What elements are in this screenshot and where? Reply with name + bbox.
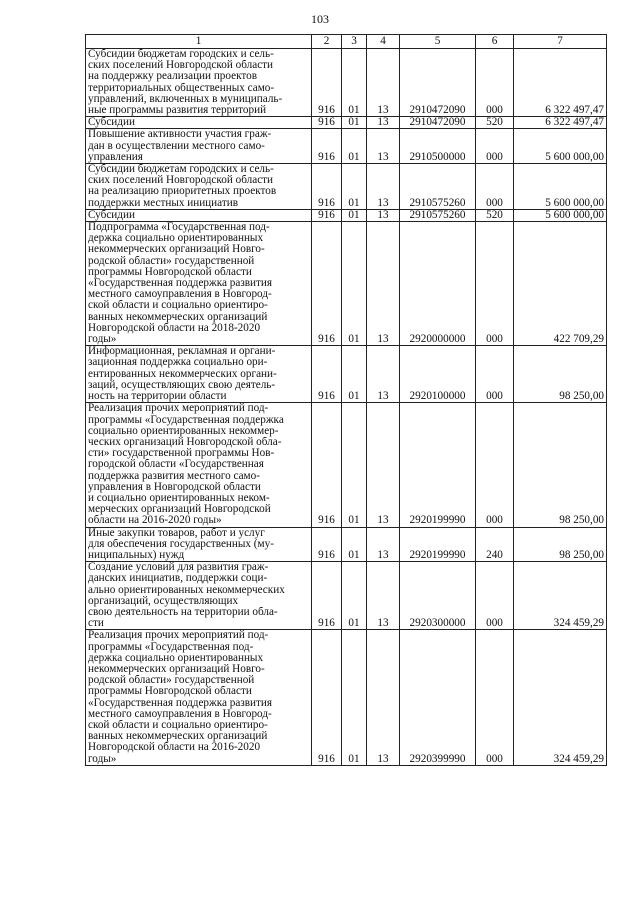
amount-cell: 6 322 497,47 <box>514 49 607 117</box>
expense-type-cell: 000 <box>476 403 514 527</box>
row-name-line: ниципальных) нужд <box>88 549 185 561</box>
row-name-line: некоммерческих организаций Новго- <box>88 663 265 675</box>
subsection-code-cell: 13 <box>367 346 400 403</box>
ministry-code-cell: 916 <box>312 527 342 562</box>
header-col-3: 3 <box>342 35 367 49</box>
target-article-cell: 2910472090 <box>400 117 476 129</box>
ministry-code-cell: 916 <box>312 630 342 765</box>
row-name-line: ные программы развития территорий <box>88 105 267 117</box>
header-col-5: 5 <box>400 35 476 49</box>
ministry-code-cell: 916 <box>312 49 342 117</box>
row-name-line: территориальных общественных само- <box>88 82 275 94</box>
row-name-line: держка социально ориентированных <box>88 233 264 245</box>
row-name-line: зационная поддержка социально ори- <box>88 357 268 369</box>
ministry-code-cell: 916 <box>312 209 342 221</box>
subsection-code-cell: 13 <box>367 403 400 527</box>
row-name-line: Повышение активности участия граж- <box>88 129 272 141</box>
target-article-cell: 2920199990 <box>400 527 476 562</box>
section-code-cell: 01 <box>342 346 367 403</box>
amount-cell: 6 322 497,47 <box>514 117 607 129</box>
subsection-code-cell: 13 <box>367 630 400 765</box>
row-name-line: некоммерческих организаций Новго- <box>88 244 265 256</box>
target-article-cell: 2920399990 <box>400 630 476 765</box>
header-col-6: 6 <box>476 35 514 49</box>
amount-cell: 5 600 000,00 <box>514 209 607 221</box>
section-code-cell: 01 <box>342 527 367 562</box>
expense-type-cell: 000 <box>476 129 514 164</box>
amount-cell: 422 709,29 <box>514 222 607 346</box>
expense-type-cell: 000 <box>476 49 514 117</box>
row-name-line: для обеспечения государственных (му- <box>88 538 274 550</box>
row-name-line: Создание условий для развития граж- <box>88 562 269 574</box>
table-row <box>86 164 607 210</box>
row-name-line: организаций, осуществляющих <box>88 595 239 607</box>
ministry-code-cell: 916 <box>312 403 342 527</box>
row-name-line: ских поселений Новгородской области <box>88 60 274 72</box>
row-name-line: программы «Государственная поддержка <box>88 414 284 426</box>
amount-cell: 324 459,29 <box>514 630 607 765</box>
expense-type-cell: 000 <box>476 630 514 765</box>
amount-cell: 98 250,00 <box>514 346 607 403</box>
row-name-line: Субсидии <box>88 209 135 221</box>
row-name-line: Новгородской области на 2018-2020 <box>88 322 261 334</box>
row-name-line: годы» <box>88 753 117 765</box>
row-name-cell <box>86 562 312 630</box>
row-name-line: Подпрограмма «Государственная под- <box>88 222 270 234</box>
row-name-line: заций, осуществляющих свою деятель- <box>88 379 276 391</box>
ministry-code-cell: 916 <box>312 117 342 129</box>
target-article-cell: 2910575260 <box>400 209 476 221</box>
row-name-cell <box>86 129 312 164</box>
row-name-line: «Государственная поддержка развития <box>88 278 273 290</box>
target-article-cell: 2920300000 <box>400 562 476 630</box>
section-code-cell: 01 <box>342 562 367 630</box>
row-name-line: местного самоуправления в Новгород- <box>88 289 272 301</box>
subsection-code-cell: 13 <box>367 209 400 221</box>
row-name-line: управления в Новгородской области <box>88 481 261 493</box>
amount-cell: 5 600 000,00 <box>514 164 607 210</box>
row-name-line: родской области» государственной <box>88 255 255 267</box>
target-article-cell: 2920100000 <box>400 346 476 403</box>
expense-type-cell: 000 <box>476 346 514 403</box>
table-row <box>86 527 607 562</box>
row-name-line: ческих организаций Новгородской обла- <box>88 436 282 448</box>
row-name-line: ально ориентированных некоммерческих <box>88 584 285 596</box>
page-number: 103 <box>311 12 329 26</box>
row-name-line: свою деятельность на территории обла- <box>88 606 278 618</box>
row-name-line: Субсидии <box>88 117 135 129</box>
amount-cell: 5 600 000,00 <box>514 129 607 164</box>
table-row <box>86 403 607 527</box>
table-row <box>86 129 607 164</box>
row-name-line: данских инициатив, поддержки соци- <box>88 573 268 585</box>
ministry-code-cell: 916 <box>312 129 342 164</box>
subsection-code-cell: 13 <box>367 129 400 164</box>
row-name-cell <box>86 49 312 117</box>
row-name-line: на реализацию приоритетных проектов <box>88 186 277 198</box>
header-col-1: 1 <box>86 35 312 49</box>
section-code-cell: 01 <box>342 630 367 765</box>
row-name-line: ванных некоммерческих организаций <box>88 731 268 743</box>
row-name-line: родской области» государственной <box>88 675 255 687</box>
row-name-line: ской области и социально ориентиро- <box>88 719 268 731</box>
table-row <box>86 49 607 117</box>
row-name-line: Информационная, рекламная и органи- <box>88 346 276 358</box>
ministry-code-cell: 916 <box>312 164 342 210</box>
row-name-line: на поддержку реализации проектов <box>88 71 258 83</box>
row-name-line: Субсидии бюджетам городских и сель- <box>88 49 274 60</box>
section-code-cell: 01 <box>342 403 367 527</box>
section-code-cell: 01 <box>342 209 367 221</box>
section-code-cell: 01 <box>342 117 367 129</box>
row-name-line: управлений, включенных в муниципаль- <box>88 93 283 105</box>
row-name-line: программы «Государственная под- <box>88 641 254 653</box>
budget-table <box>85 34 607 766</box>
expense-type-cell: 520 <box>476 209 514 221</box>
row-name-line: и социально ориентированных неком- <box>88 492 270 504</box>
ministry-code-cell: 916 <box>312 346 342 403</box>
amount-cell: 98 250,00 <box>514 403 607 527</box>
row-name-line: поддержка развития местного само- <box>88 470 260 482</box>
subsection-code-cell: 13 <box>367 222 400 346</box>
header-col-7: 7 <box>514 35 607 49</box>
expense-type-cell: 000 <box>476 164 514 210</box>
row-name-cell <box>86 630 312 765</box>
row-name-line: Реализация прочих мероприятий под- <box>88 630 269 642</box>
table-row <box>86 222 607 346</box>
expense-type-cell: 000 <box>476 222 514 346</box>
target-article-cell: 2910575260 <box>400 164 476 210</box>
target-article-cell: 2910472090 <box>400 49 476 117</box>
table-row <box>86 209 607 221</box>
row-name-line: поддержки местных инициатив <box>88 197 238 209</box>
row-name-line: дан в осуществлении местного само- <box>88 140 265 152</box>
table-body <box>86 49 607 766</box>
expense-type-cell: 000 <box>476 562 514 630</box>
row-name-line: Новгородской области на 2016-2020 <box>88 742 261 754</box>
row-name-line: сти <box>88 618 104 630</box>
row-name-line: социально ориентированных некоммер- <box>88 425 279 437</box>
subsection-code-cell: 13 <box>367 562 400 630</box>
target-article-cell: 2920000000 <box>400 222 476 346</box>
expense-type-cell: 240 <box>476 527 514 562</box>
row-name-line: ванных некоммерческих организаций <box>88 311 268 323</box>
subsection-code-cell: 13 <box>367 117 400 129</box>
target-article-cell: 2920199990 <box>400 403 476 527</box>
target-article-cell: 2910500000 <box>400 129 476 164</box>
row-name-cell <box>86 117 312 129</box>
subsection-code-cell: 13 <box>367 527 400 562</box>
row-name-line: Субсидии бюджетам городских и сель- <box>88 164 274 176</box>
header-col-2: 2 <box>312 35 342 49</box>
amount-cell: 98 250,00 <box>514 527 607 562</box>
section-code-cell: 01 <box>342 49 367 117</box>
table-row <box>86 562 607 630</box>
subsection-code-cell: 13 <box>367 164 400 210</box>
row-name-line: ность на территории области <box>88 391 227 403</box>
row-name-cell <box>86 209 312 221</box>
row-name-line: сти» государственной программы Нов- <box>88 448 275 460</box>
row-name-line: программы Новгородской области <box>88 686 252 698</box>
row-name-line: местного самоуправления в Новгород- <box>88 708 272 720</box>
table-row <box>86 117 607 129</box>
row-name-line: ской области и социально ориентиро- <box>88 300 268 312</box>
row-name-line: годы» <box>88 334 117 346</box>
section-code-cell: 01 <box>342 129 367 164</box>
table-row <box>86 346 607 403</box>
row-name-line: программы Новгородской области <box>88 266 252 278</box>
table-header-row <box>86 35 607 49</box>
row-name-line: управления <box>88 151 143 163</box>
section-code-cell: 01 <box>342 222 367 346</box>
row-name-line: городской области «Государственная <box>88 459 264 471</box>
expense-type-cell: 520 <box>476 117 514 129</box>
row-name-cell <box>86 527 312 562</box>
row-name-cell <box>86 222 312 346</box>
row-name-line: Реализация прочих мероприятий под- <box>88 403 269 415</box>
row-name-line: ентированных некоммерческих органи- <box>88 368 277 380</box>
row-name-line: области на 2016-2020 годы» <box>88 515 222 527</box>
ministry-code-cell: 916 <box>312 562 342 630</box>
section-code-cell: 01 <box>342 164 367 210</box>
row-name-line: ских поселений Новгородской области <box>88 175 274 187</box>
row-name-cell <box>86 164 312 210</box>
header-col-4: 4 <box>367 35 400 49</box>
ministry-code-cell: 916 <box>312 222 342 346</box>
row-name-line: держка социально ориентированных <box>88 652 264 664</box>
row-name-line: мерческих организаций Новгородской <box>88 504 271 516</box>
row-name-line: Иные закупки товаров, работ и услуг <box>88 527 265 539</box>
row-name-cell <box>86 403 312 527</box>
table-row <box>86 630 607 765</box>
subsection-code-cell: 13 <box>367 49 400 117</box>
amount-cell: 324 459,29 <box>514 562 607 630</box>
row-name-line: «Государственная поддержка развития <box>88 697 273 709</box>
row-name-cell <box>86 346 312 403</box>
